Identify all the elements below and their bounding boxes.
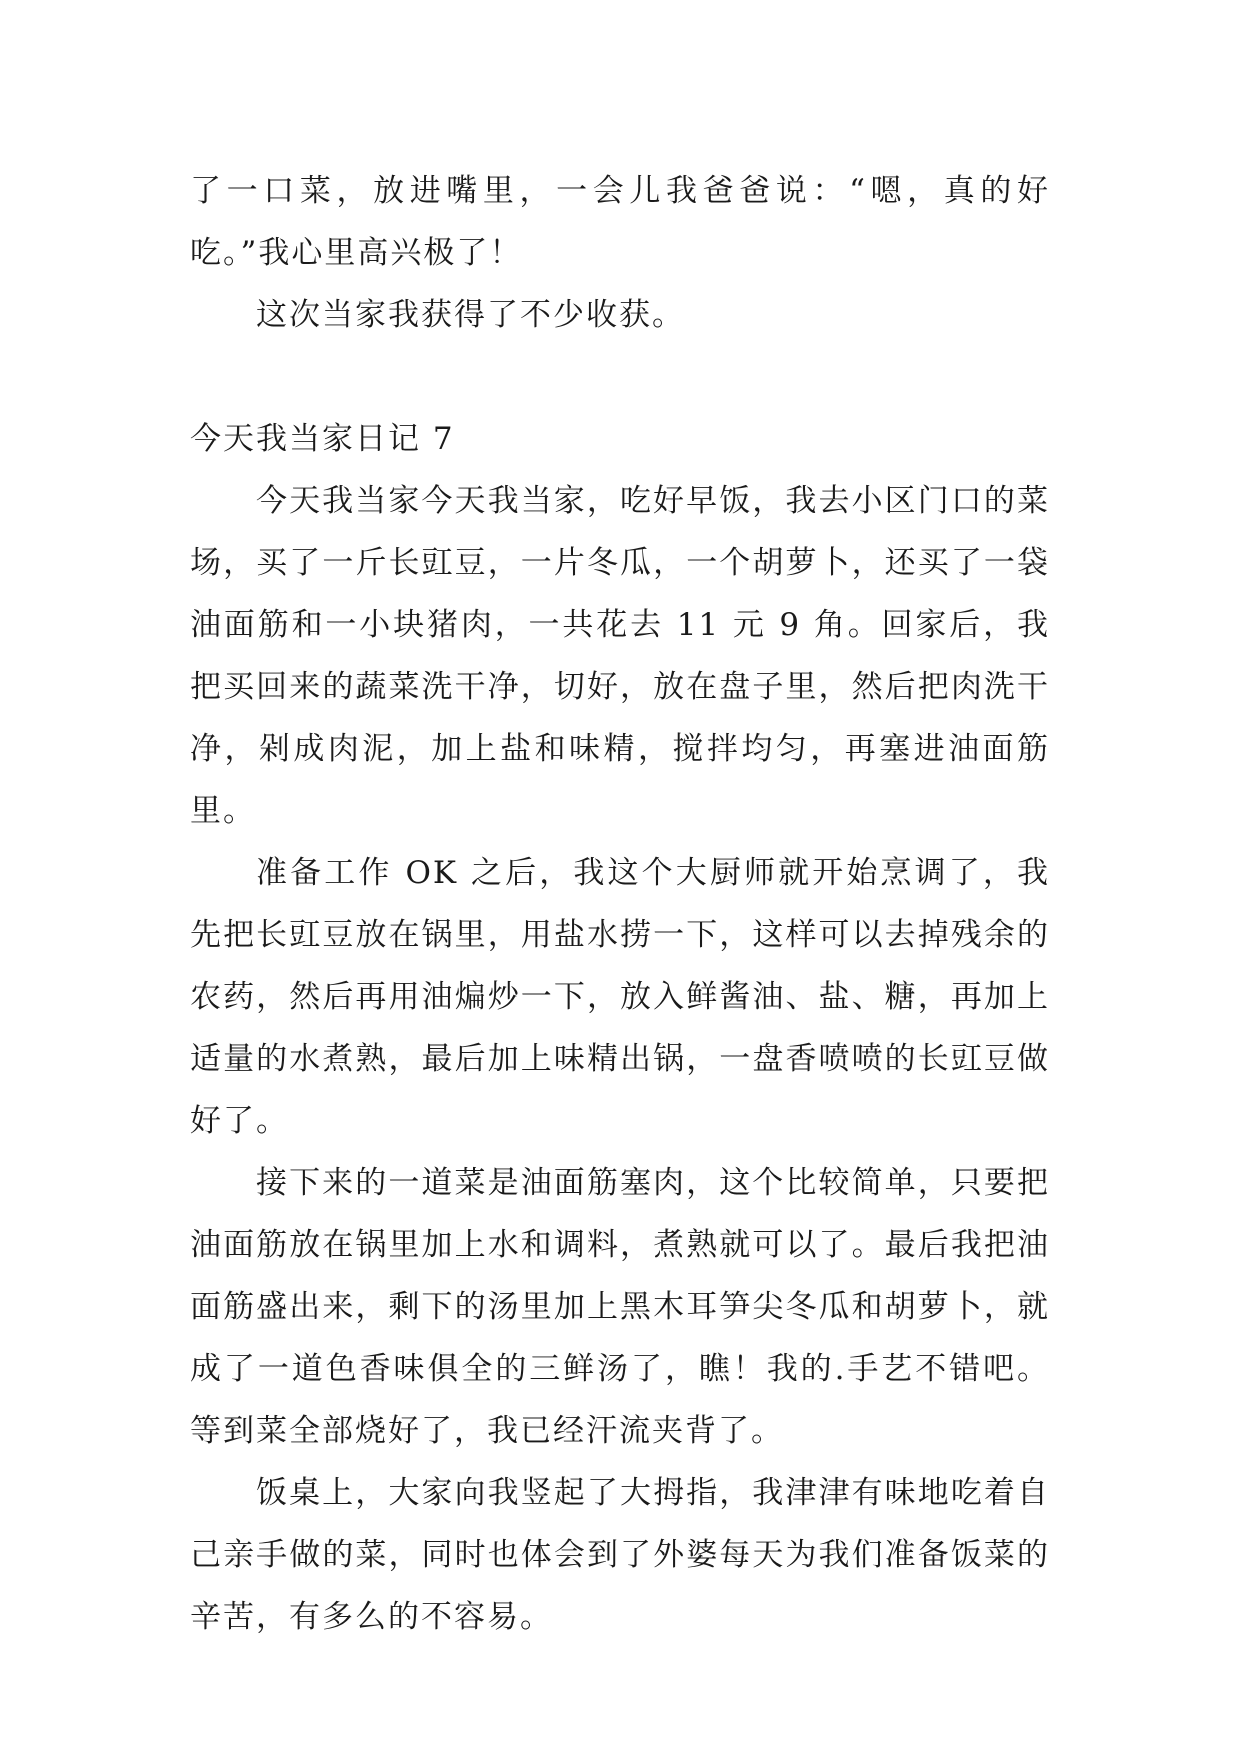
section-title: 今天我当家日记 7	[190, 421, 455, 457]
document-body	[190, 160, 1050, 1648]
body-paragraph: 接下来的一道菜是油面筋塞肉，这个比较简单，只要把油面筋放在锅里加上水和调料，煮熟就可以了。最后我把油面筋盛出来，剩下的汤里加上黑木耳笋尖冬瓜和胡萝卜，就成了一道色香味俱全的三鲜汤了，瞧！我的.手艺不错吧。等到菜全部烧好了，我已经汗流夹背了。	[190, 1165, 1050, 1449]
body-paragraph: 今天我当家今天我当家，吃好早饭，我去小区门口的菜场，买了一斤长豇豆，一片冬瓜，一个胡萝卜，还买了一袋油面筋和一小块猪肉，一共花去 11 元 9 角。回家后，我把买回来的蔬菜洗干净，切好，放在盘子里，然后把肉洗干净，剁成肉泥，加上盐和味精，搅拌均匀，再塞进油面筋里。	[190, 483, 1050, 829]
body-paragraph: 饭桌上，大家向我竖起了大拇指，我津津有味地吃着自己亲手做的菜，同时也体会到了外婆每天为我们准备饭菜的辛苦，有多么的不容易。	[190, 1475, 1050, 1635]
intro-paragraph-continuation: 了一口菜，放进嘴里，一会儿我爸爸说：“嗯，真的好吃。”我心里高兴极了！	[190, 173, 1050, 271]
body-paragraph: 准备工作 OK 之后，我这个大厨师就开始烹调了，我先把长豇豆放在锅里，用盐水捞一下，这样可以去掉残余的农药，然后再用油煸炒一下，放入鲜酱油、盐、糖，再加上适量的水煮熟，最后加上味精出锅，一盘香喷喷的长豇豆做好了。	[190, 855, 1050, 1139]
section-spacer	[190, 346, 1050, 408]
intro-paragraph-conclusion: 这次当家我获得了不少收获。	[256, 297, 685, 333]
